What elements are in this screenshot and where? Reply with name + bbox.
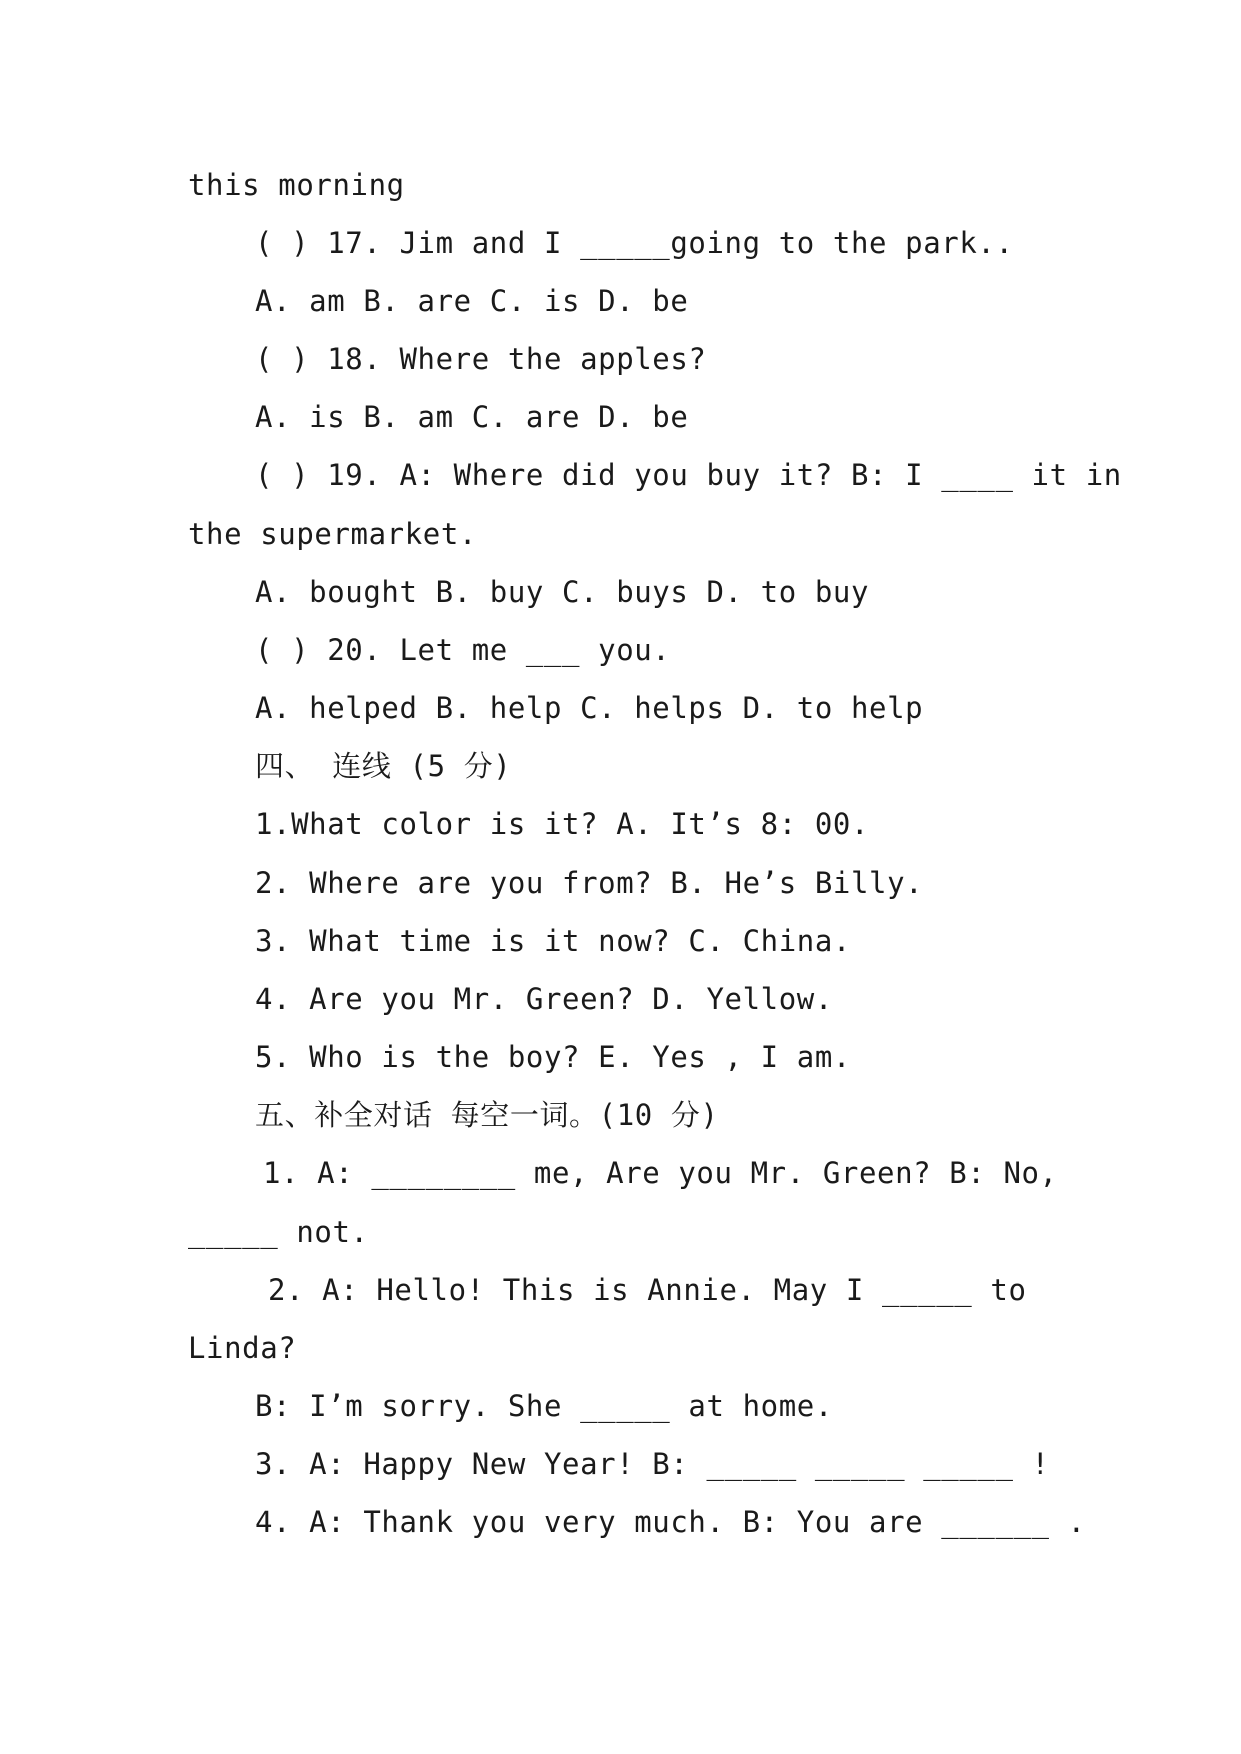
options-19: A. bought B. buy C. buys D. to buy: [255, 575, 870, 609]
match-item-3: 3. What time is it now? C. China.: [255, 924, 851, 958]
dialogue-2-reply: B: I’m sorry. She _____ at home.: [255, 1389, 833, 1423]
options-20: A. helped B. help C. helps D. to help: [255, 691, 924, 725]
match-item-2: 2. Where are you from? B. He’s Billy.: [255, 866, 924, 900]
dialogue-4: 4. A: Thank you very much. B: You are ______ .: [255, 1505, 1086, 1539]
dialogue-2: 2. A: Hello! This is Annie. May I _____ to: [268, 1273, 1027, 1307]
options-18: A. is B. am C. are D. be: [255, 400, 689, 434]
match-item-4: 4. Are you Mr. Green? D. Yellow.: [255, 982, 833, 1016]
text-line: this morning: [188, 168, 405, 202]
match-item-5: 5. Who is the boy? E. Yes , I am.: [255, 1040, 851, 1074]
question-18: ( ) 18. Where the apples?: [255, 342, 707, 376]
dialogue-1-continued: _____ not.: [188, 1215, 369, 1249]
dialogue-1: 1. A: ________ me, Are you Mr. Green? B: No,: [263, 1156, 1058, 1190]
question-17: ( ) 17. Jim and I _____going to the park..: [255, 226, 1014, 260]
match-item-1: 1.What color is it? A. It’s 8: 00.: [255, 807, 870, 841]
question-20: ( ) 20. Let me ___ you.: [255, 633, 671, 667]
question-19-continued: the supermarket.: [188, 517, 477, 551]
dialogue-3: 3. A: Happy New Year! B: _____ _____ _____ !: [255, 1447, 1050, 1481]
options-17: A. am B. are C. is D. be: [255, 284, 689, 318]
section-4-heading: 四、 连线 (5 分): [255, 749, 512, 783]
dialogue-2-continued: Linda?: [188, 1331, 297, 1365]
section-5-heading: 五、补全对话 每空一词。(10 分): [255, 1098, 719, 1132]
question-19: ( ) 19. A: Where did you buy it? B: I ____ it in: [255, 458, 1122, 492]
